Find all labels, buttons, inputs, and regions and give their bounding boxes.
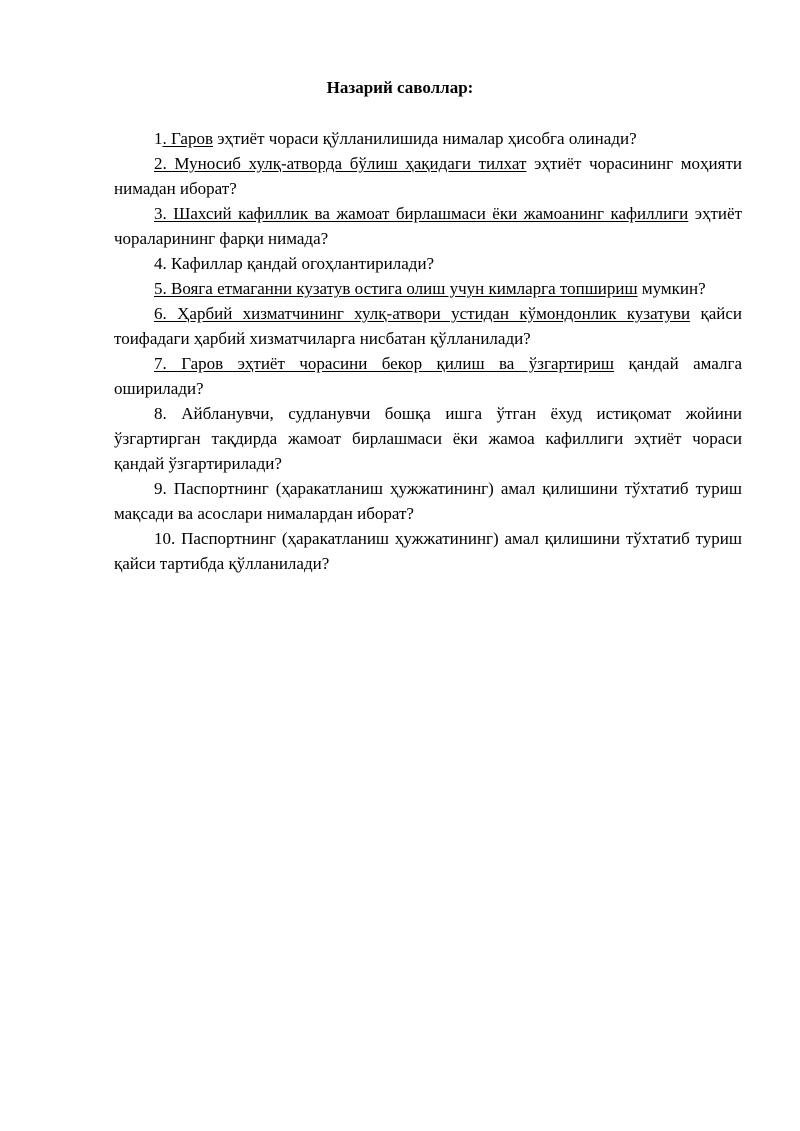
question-underlined-text: 3. Шахсий кафиллик ва жамоат бирлашмаси ёки жамоанинг кафиллиги xyxy=(154,204,689,223)
question-text: қайси тоифадаги ҳарбий хизматчиларга нисбатан қўлланилади? xyxy=(114,304,742,348)
question-underlined-text: 7. Гаров эҳтиёт чорасини бекор қилиш ва ўзгартириш xyxy=(154,354,615,373)
question-text: 8. Айбланувчи, судланувчи бошқа ишга ўтган ёхуд истиқомат жойини ўзгартирган тақдирда жамоат бирлашмаси ёки жамоа кафиллиги эҳтиёт чораси қандай ўзгартирилади? xyxy=(114,404,742,473)
question-text: 1 xyxy=(154,129,163,148)
question-text: эҳтиёт чорасининг моҳияти нимадан иборат? xyxy=(114,154,742,198)
question-text: эҳтиёт чораси қўлланилишида нималар ҳисобга олинади? xyxy=(212,129,637,148)
question-underlined-text: 5. Вояга етмаганни кузатув остига олиш учун кимларга топшириш xyxy=(154,279,638,298)
question-item xyxy=(114,351,742,401)
question-item xyxy=(114,301,742,351)
question-text: 9. Паспортнинг (ҳаракатланиш ҳужжатининг) амал қилишини тўхтатиб туриш мақсади ва асослари нималардан иборат? xyxy=(114,479,742,523)
question-item xyxy=(114,476,742,526)
page-title: Назарий саволлар: xyxy=(326,78,474,97)
question-text: қандай амалга оширилади? xyxy=(114,354,742,398)
question-item xyxy=(114,276,742,301)
question-item xyxy=(114,401,742,476)
question-item xyxy=(114,126,742,151)
question-underlined-text: 2. Муносиб хулқ-атворда бўлиш ҳақидаги тилхат xyxy=(154,154,527,173)
question-text: 4. Кафиллар қандай огоҳлантирилади? xyxy=(154,254,435,273)
question-item xyxy=(114,201,742,251)
question-text: 10. Паспортнинг (ҳаракатланиш ҳужжатининг) амал қилишини тўхтатиб туриш қайси тартибда қўлланилади? xyxy=(114,529,742,573)
question-item xyxy=(114,526,742,576)
question-item xyxy=(114,151,742,201)
question-text: эҳтиёт чораларининг фарқи нимада? xyxy=(114,204,742,248)
question-item xyxy=(114,251,742,276)
question-underlined-text: . Гаров xyxy=(162,129,213,148)
question-underlined-text: 6. Ҳарбий хизматчининг хулқ-атвори устидан кўмондонлик кузатуви xyxy=(154,304,691,323)
question-list xyxy=(114,126,742,576)
question-text: мумкин? xyxy=(637,279,706,298)
